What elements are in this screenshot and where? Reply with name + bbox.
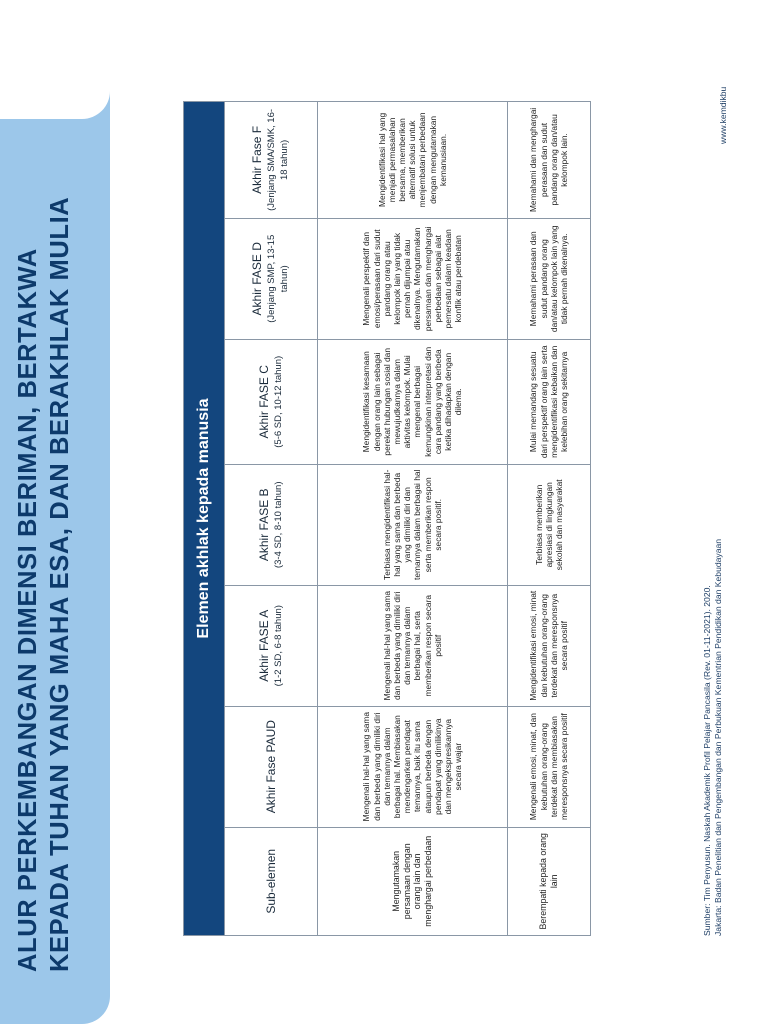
- column-header-fase-c: Akhir FASE C (5-6 SD, 10-12 tahun): [225, 339, 318, 464]
- column-header-fase-b: Akhir FASE B (3-4 SD, 8-10 tahun): [225, 464, 318, 585]
- table-cell: Mengenali perspektif dan emosi/perasaan dari sudut pandang orang atau kelompok lain yang tidak pernah dijumpai atau dikenalnya. Mengutamakan persamaan dan menghargai perbedaan sebagai alat pemersatu dalam keadaan konflik atau perdebatan: [318, 218, 508, 339]
- logo-area: [0, 0, 110, 119]
- table-cell: Terbiasa mengidentifikasi hal-hal yang sama dan berbeda yang dimiliki diri dan temannya dalam berbagai hal serta memberikan respon secara positif.: [318, 464, 508, 585]
- table-cell: Memahami dan menghargai perasaan dan sudut pandang orang dan/atau kelompok lain.: [507, 102, 590, 219]
- table-cell: Mulai memandang sesuatu dari perspektif orang lain serta mengidentifikasi kebaikan dan kelebihan orang sekitarnya: [507, 339, 590, 464]
- phase-matrix: [183, 101, 591, 936]
- source-citation: [702, 539, 724, 936]
- table-row: [318, 102, 508, 936]
- table-cell: Mengenali hal-hal yang sama dan berbeda yang dimiliki diri dan temannya dalam berbagai hal. Membiasakan mendengarkan pendapat temannya, baik itu sama ataupun berbeda dengan pendapat yang dimilikinya dan mengekspresikannya secara wajar: [318, 706, 508, 827]
- table-header-row: [225, 102, 318, 936]
- table-cell: Mengidentifikasi kesamaan dengan orang lain sebagai perekat hubungan sosial dan mewujudkannya dalam aktivitas kelompok. Mulai mengenal berbagai kemungkinan interpretasi dan cara pandang yang berbeda ketika dihadapkan dengan dilema.: [318, 339, 508, 464]
- page-title: [12, 122, 76, 972]
- column-header-paud: Akhir Fase PAUD: [225, 706, 318, 827]
- table-cell: Memahami perasaan dan sudut pandang orang dan/atau kelompok lain yang tidak pernah dikenalnya.: [507, 218, 590, 339]
- table-cell: Mengidentifikasi hal yang menjadi permasalahan bersama, memberikan alternatif solusi untuk menjembatani perbedaan dengan mengutamakan kemanusiaan.: [318, 102, 508, 219]
- element-banner: Elemen akhlak kepada manusia: [184, 102, 225, 936]
- development-table: [183, 101, 591, 936]
- source-line-2: Jakarta: Badan Penelitian dan Pengembangan dan Perbukuan Kementrian Pendidikan dan Kebudayaan: [713, 538, 723, 936]
- title-line-2: KEPADA TUHAN YANG MAHA ESA, DAN BERAKHLAK MULIA: [46, 196, 74, 972]
- column-header-fase-a: Akhir FASE A (1-2 SD, 6-8 tahun): [225, 585, 318, 706]
- table-cell: Mengenali emosi, minat, dan kebutuhan orang-orang terdekat dan membiasakan meresponsnya secara positif: [507, 706, 590, 827]
- title-line-1: ALUR PERKEMBANGAN DIMENSI BERIMAN, BERTAKWA: [14, 248, 42, 972]
- sub-element-cell: Mengutamakan persamaan dengan orang lain dan menghargai perbedaan: [318, 827, 508, 935]
- table-cell: Mengidentifikasi emosi, minat dan kebutuhan orang-orang terdekat dan meresponsnya secara positif: [507, 585, 590, 706]
- column-header-fase-f: Akhir Fase F (Jenjang SMA/SMK, 16-18 tahun): [225, 102, 318, 219]
- table-banner-row: [184, 102, 225, 936]
- column-header-fase-d: Akhir FASE D (Jenjang SMP, 13-15 tahun): [225, 218, 318, 339]
- source-line-1: Sumber: Tim Penyusun. Naskah Akademik Profil Pelajar Pancasila (Rev. 01-11-2021). 2020.: [702, 585, 712, 936]
- website-link[interactable]: www.kemdikbu: [718, 86, 728, 144]
- sub-element-cell: Berempati kepada orang lain: [507, 827, 590, 935]
- table-row: [507, 102, 590, 936]
- table-cell: Mengenali hal-hal yang sama dan berbeda yang dimiliki diri dan temannya dalam berbagai hal, serta memberikan respon secara positif: [318, 585, 508, 706]
- column-header-sub-element: Sub-elemen: [225, 827, 318, 935]
- table-cell: Terbiasa memberikan apresiasi di lingkungan sekolah dan masyarakat: [507, 464, 590, 585]
